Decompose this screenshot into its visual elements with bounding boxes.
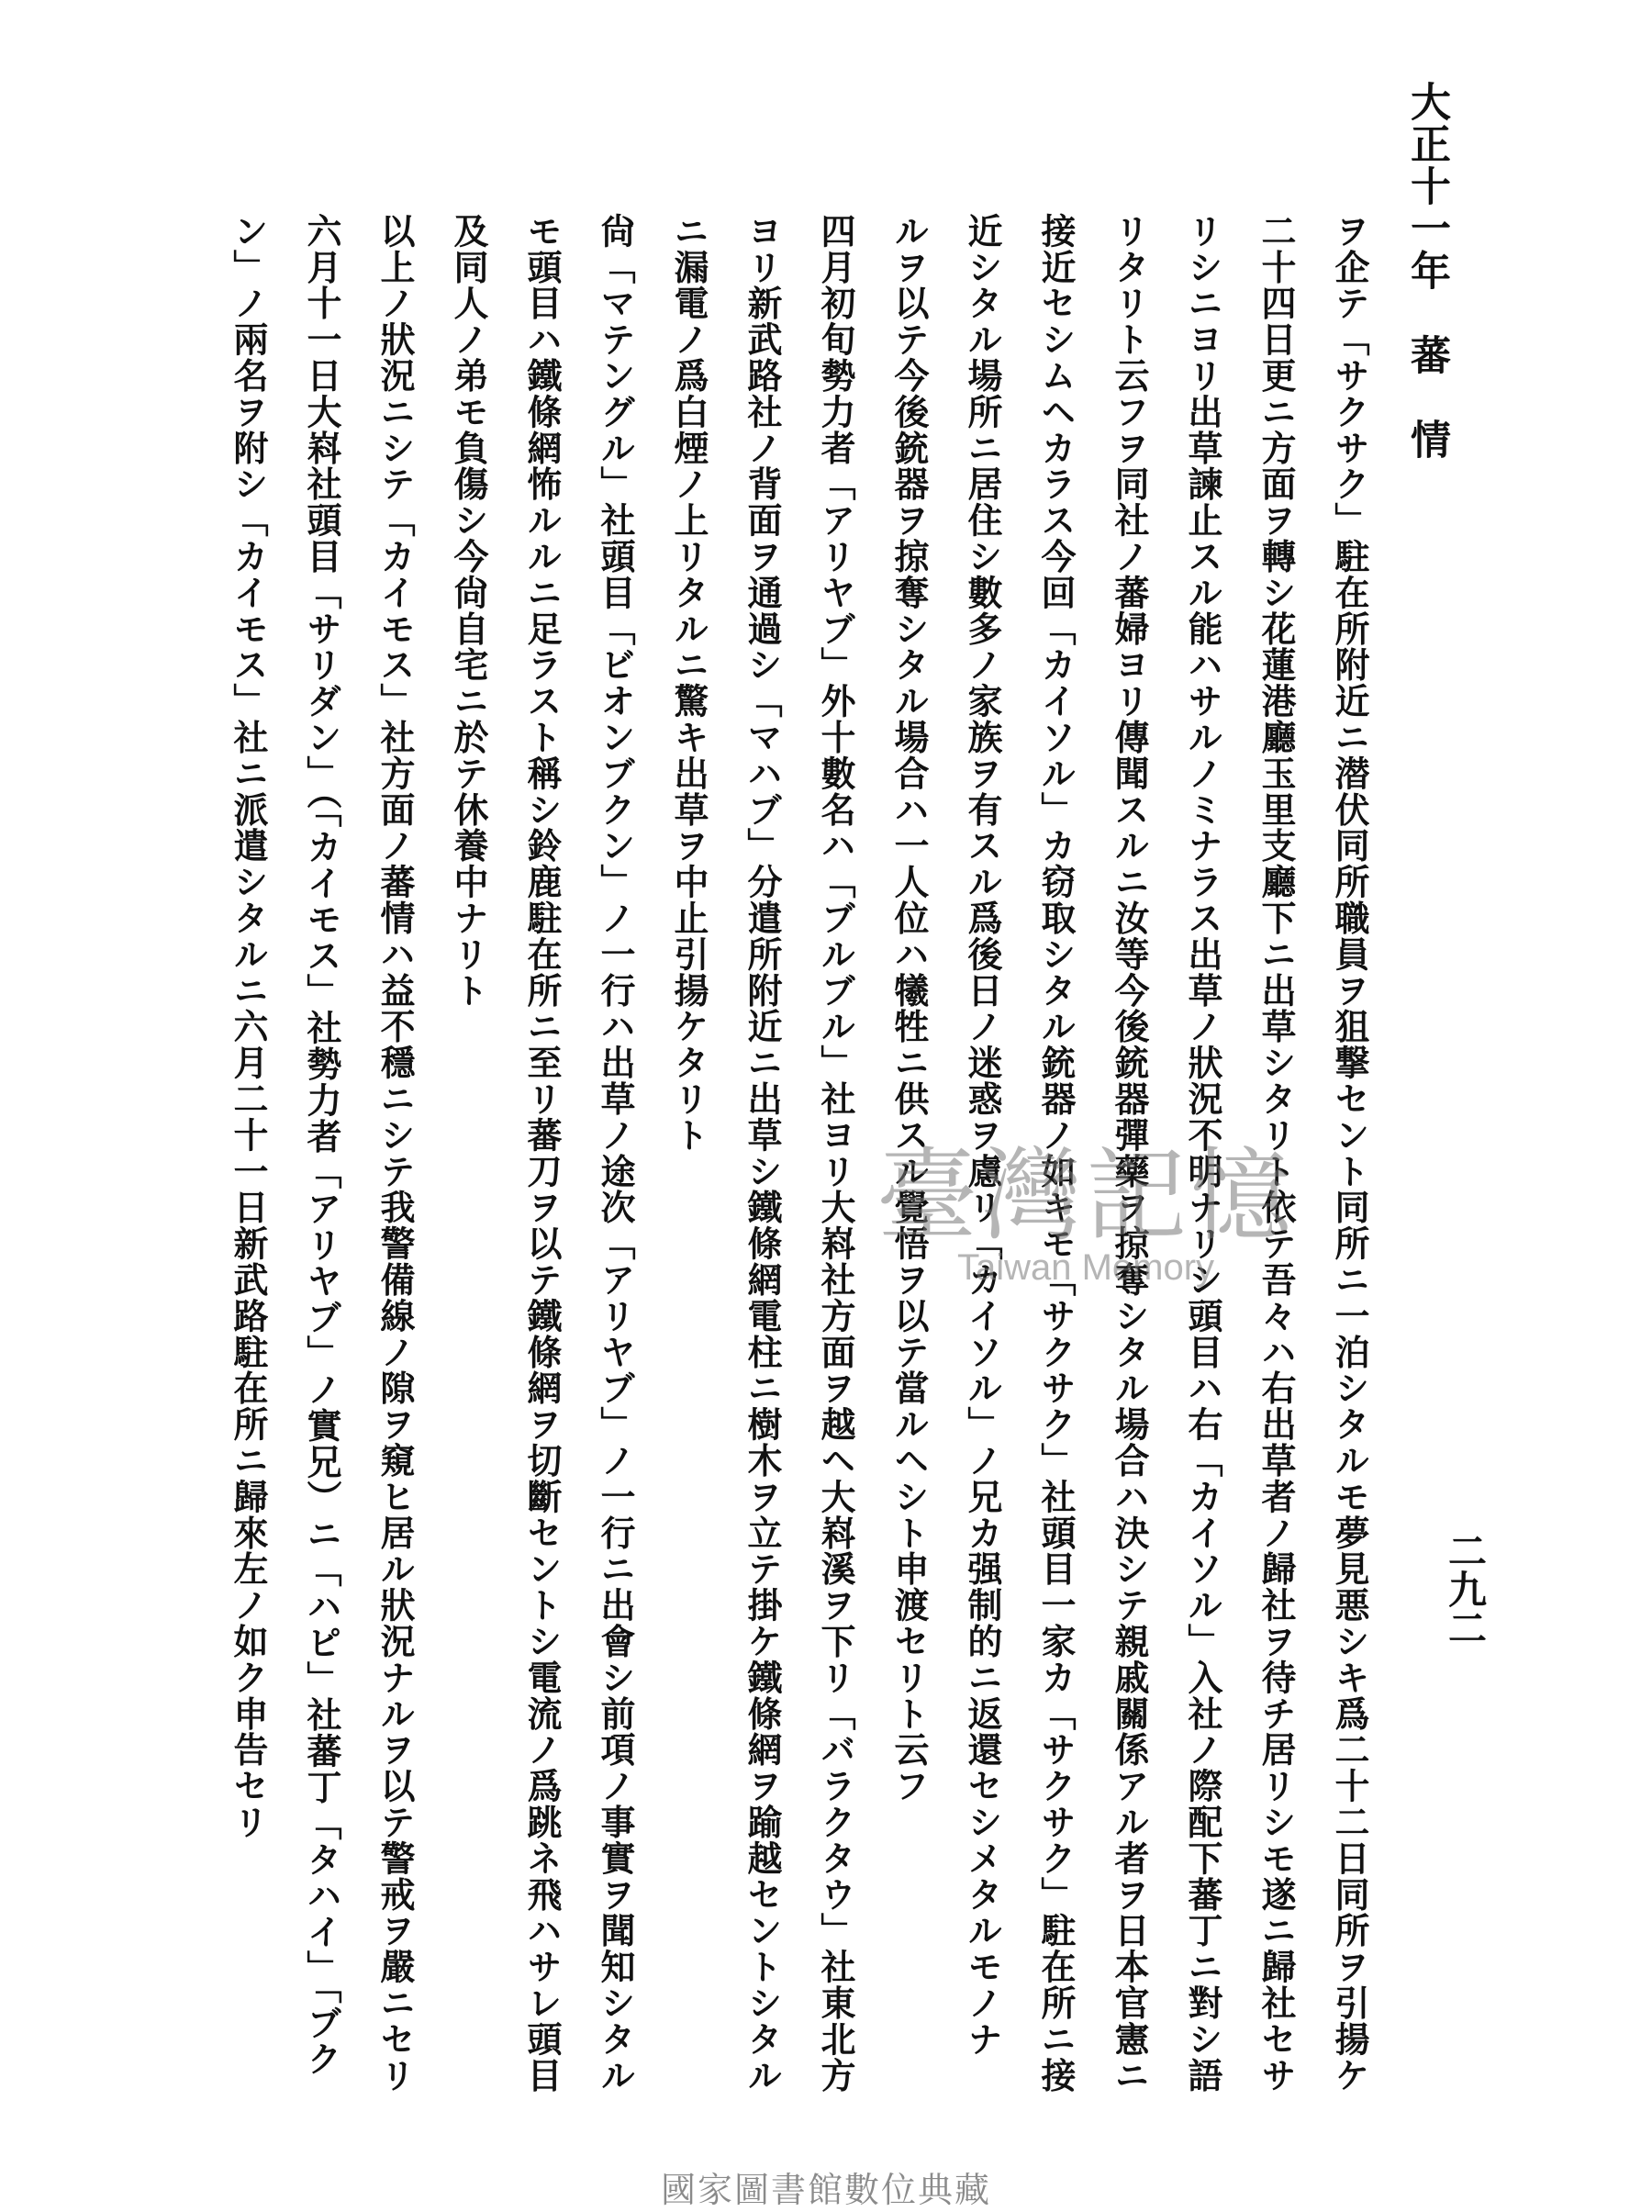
text-column: 近シタル場所ニ居住シ數多ノ家族ヲ有スル爲後日ノ迷惑ヲ慮リ「カイソル」ノ兄カ强制的ニ返還セシメタルモノナ (962, 213, 1003, 2058)
footer-credit: 國家圖書館數位典藏 (660, 2170, 991, 2210)
text-column: 四月初旬勢力者「アリヤブ」外十數名ハ「ブルブル」社ヨリ大嵙社方面ヲ越ヘ大嵙溪ヲ下リ「バラクタウ」社東北方 (815, 213, 856, 2094)
text-column: ン」ノ兩名ヲ附シ「カイモス」社ニ派遣シタルニ六月二十一日新武路駐在所ニ歸來左ノ如ク申告セリ (228, 213, 269, 1840)
text-column: 尙「マテングル」社頭目「ビオンブクン」ノ一行ハ出草ノ途次「アリヤブ」ノ一行ニ出會シ前項ノ事實ヲ聞知シタル (595, 213, 636, 2094)
text-column: モ頭目ハ鐵條網怖ルルニ足ラスト稱シ鈴鹿駐在所ニ至リ蕃刀ヲ以テ鐵條網ヲ切斷セントシ電流ノ爲跳ネ飛ハサレ頭目 (521, 213, 563, 2094)
page-number: 二九二 (1443, 1531, 1488, 1647)
text-column: ルヲ以テ今後銃器ヲ掠奪シタル場合ハ一人位ハ犧牲ニ供スル覺悟ヲ以テ當ルヘシト申渡セリト云フ (888, 213, 930, 1804)
running-header: 大正十一年 蕃 情 (1403, 81, 1450, 461)
text-column: リタリト云フヲ同社ノ蕃婦ヨリ傳聞スルニ汝等今後銃器彈藥ヲ掠奪シタル場合ハ決シテ親戚關係アル者ヲ日本官憲ニ (1109, 213, 1150, 2094)
watermark-en: Taiwan Memory (956, 1247, 1215, 1288)
text-column: ヨリ新武路社ノ背面ヲ通過シ「マハブ」分遣所附近ニ出草シ鐵條網電柱ニ樹木ヲ立テ掛ケ鐵條網ヲ踰越セントシタル (742, 213, 783, 2094)
text-column: 及同人ノ弟モ負傷シ今尙自宅ニ於テ休養中ナリト (448, 213, 489, 1009)
text-column: 二十四日更ニ方面ヲ轉シ花蓮港廳玉里支廳下ニ出草シタリト依テ吾々ハ右出草者ノ歸社ヲ待チ居リシモ遂ニ歸社セサ (1256, 213, 1297, 2094)
watermark-cjk: 臺灣記憶 (876, 1137, 1295, 1255)
text-column: リシニヨリ出草諫止スル能ハサルノミナラス出草ノ狀況不明ナリシ頭目ハ右「カイソル」入社ノ際配下蕃丁ニ對シ語 (1182, 213, 1223, 2094)
text-column: 以上ノ狀況ニシテ「カイモス」社方面ノ蕃情ハ益不穩ニシテ我警備線ノ隙ヲ窺ヒ居ル狀況ナルヲ以テ警戒ヲ嚴ニセリ (374, 213, 416, 2094)
watermark-logo (876, 1115, 1295, 1289)
text-column: 接近セシムヘカラス今回「カイソル」カ窃取シタル銃器ノ如キモ「サクサク」社頭目一家カ「サクサク」駐在所ニ接 (1035, 213, 1077, 2094)
text-column: 六月十一日大嵙社頭目「サリダン」（「カイモス」社勢力者「アリヤブ」ノ實兄）ニ「ハピ」社蕃丁「タハイ」「ブク (301, 213, 342, 2078)
text-column: ニ漏電ノ爲白煙ノ上リタルニ驚キ出草ヲ中止引揚ケタリト (668, 213, 709, 1154)
text-column: ヲ企テ「サクサク」駐在所附近ニ潜伏同所職員ヲ狙撃セント同所ニ一泊シタルモ夢見悪シキ爲二十二日同所ヲ引揚ケ (1329, 213, 1370, 2094)
